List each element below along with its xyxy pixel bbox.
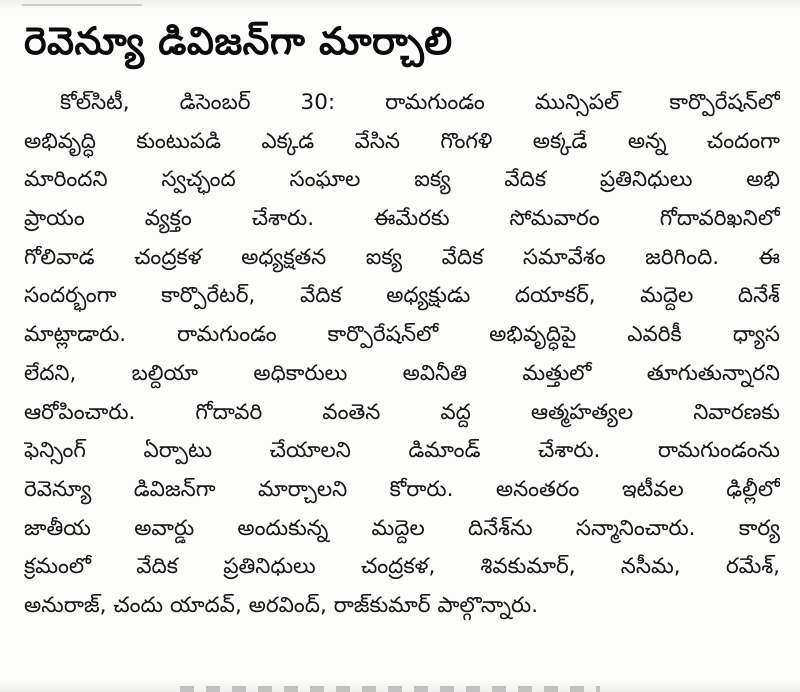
article-line: జాతీయ అవార్డు అందుకున్న మద్దెల దినేశ్‌ను సన్మానించారు. కార్య	[24, 515, 780, 541]
next-article-fragment	[180, 686, 600, 692]
article-line: కోల్‌సిటీ, డిసెంబర్ 30: రామగుండం మున్సిపల్ కార్పొరేషన్‌లో	[60, 90, 780, 115]
article-body	[24, 84, 780, 626]
article-line: మారిందని స్వచ్ఛంద సంఘాల ఐక్య వేదిక ప్రతినిధులు అభి	[24, 167, 780, 193]
article-line: మాట్లాడారు. రామగుండం కార్పొరేషన్‌లో అభివృద్ధిపై ఎవరికీ ధ్యాస	[24, 322, 780, 348]
article-line: ప్రాయం వ్యక్తం చేశారు. ఈమేరకు సోమవారం గోదావరిఖనిలో	[24, 206, 780, 232]
previous-article-fragment	[22, 4, 142, 6]
article-line: రెవెన్యూ డివిజన్‌గా మార్చాలని కోరారు. అనంతరం ఇటీవల ఢిల్లీలో	[24, 476, 780, 502]
article-line: అనురాజ్, చందు యాదవ్, అరవింద్, రాజ్‌కుమార్ పాల్గొన్నారు.	[24, 592, 539, 618]
article-headline: రెవెన్యూ డివిజన్‌గా మార్చాలి	[24, 19, 453, 63]
article-line: ఆరోపించారు. గోదావరి వంతెన వద్ద ఆత్మహత్యల నివారణకు	[24, 399, 780, 425]
article-line: ఫెన్సింగ్ ఏర్పాటు చేయాలని డిమాండ్ చేశారు. రామగుండంను	[24, 438, 780, 464]
article-line: సందర్భంగా కార్పొరేటర్, వేదిక అధ్యక్షుడు దయాకర్, మద్దెల దినేశ్	[24, 283, 780, 309]
article-line: లేదని, బల్దియా అధికారులు అవినీతి మత్తులో తూగుతున్నారని	[24, 360, 780, 386]
article-line: అభివృద్ధి కుంటుపడి ఎక్కడ వేసిన గొంగళి అక్కడే అన్న చందంగా	[24, 128, 780, 154]
article-line: క్రమంలో వేదిక ప్రతినిధులు చంద్రకళ, శివకుమార్, నసీమ, రమేశ్,	[24, 554, 780, 580]
article-line: గోలివాడ చంద్రకళ అధ్యక్షతన ఐక్య వేదిక సమావేశం జరిగింది. ఈ	[24, 244, 780, 270]
